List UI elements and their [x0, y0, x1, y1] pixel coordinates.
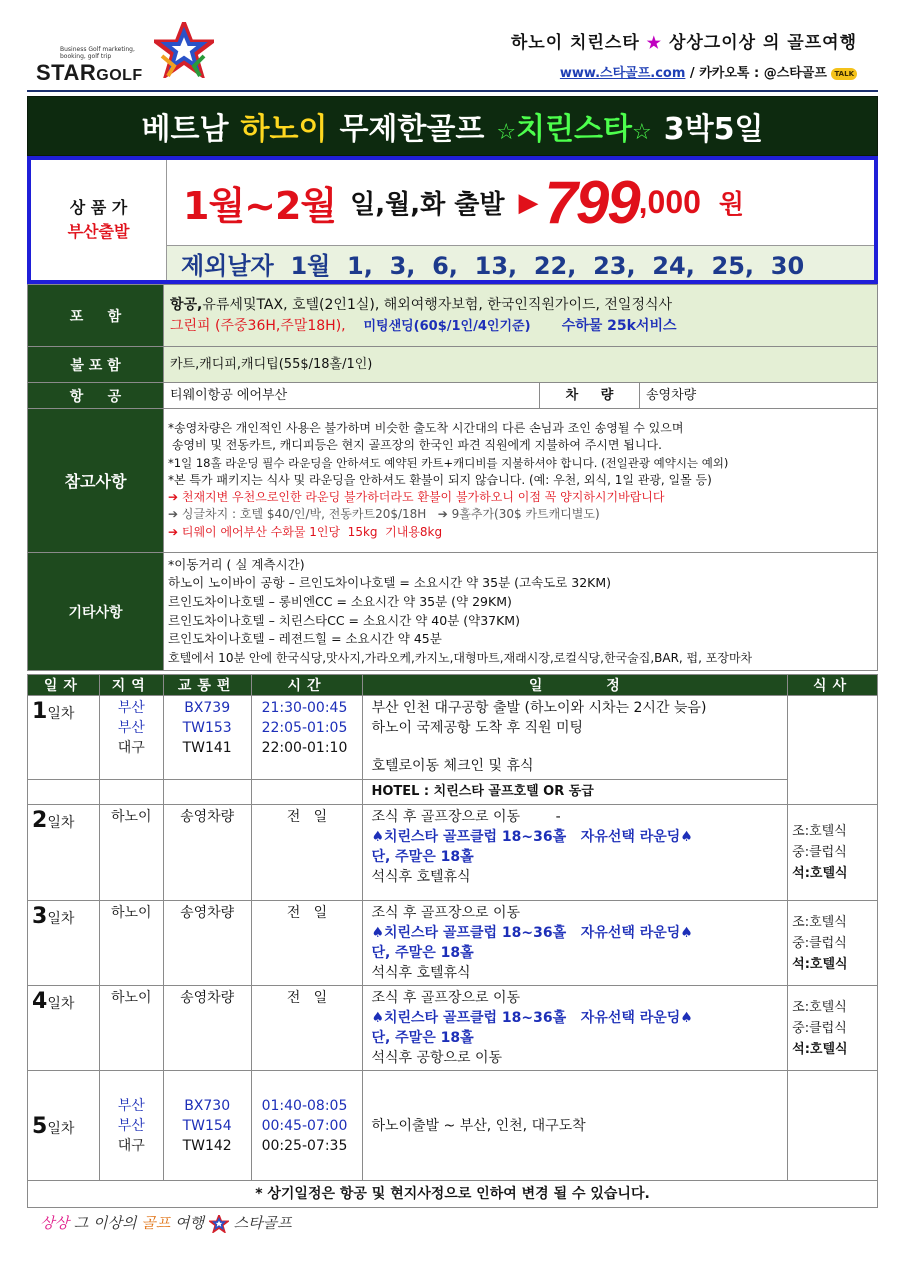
signature-part: 여행	[175, 1214, 205, 1232]
flight-time: 22:05-01:05	[261, 720, 348, 736]
day-meal	[788, 696, 878, 805]
logo-word-golf: GOLF	[96, 67, 143, 84]
star-golf-logo	[36, 22, 216, 85]
col-itinerary: 일 정	[363, 675, 788, 696]
slogan-part-a: 하노이 치린스타	[510, 33, 640, 53]
car-content: 송영차량	[640, 383, 878, 409]
flight-code: TW142	[182, 1137, 232, 1154]
title-star-right-icon: ☆	[632, 120, 652, 145]
title-vietnam: 베트남	[141, 112, 229, 147]
day-label	[28, 805, 100, 901]
region-item: 부산	[117, 1117, 145, 1134]
include-baggage: 수하물 25k서비스	[561, 317, 677, 334]
slogan-part-b: 상상그이상 의 골프여행	[668, 33, 857, 53]
day-itinerary	[363, 805, 788, 901]
day-transport: 송영차량	[163, 805, 251, 901]
price-label-product: 상 품 가	[69, 198, 128, 217]
reference-content	[164, 409, 878, 553]
header-divider	[27, 90, 878, 92]
schedule-row-day4	[28, 986, 878, 1071]
day-region: 하노이	[99, 986, 163, 1071]
itinerary-line: 석식후 호텔휴식	[371, 965, 471, 981]
flight-time: 21:30-00:45	[261, 700, 348, 716]
reference-baggage: ➔ 티웨이 에어부산 수화물 1인당 15kg 기내용8kg	[168, 524, 443, 539]
etc-line: 르인도차이나호텔 – 롱비엔CC = 소요시간 약 35분 (약 29KM)	[168, 593, 512, 609]
slogan-star-icon: ★	[646, 33, 663, 52]
meal-lunch: 중:클럽식	[792, 935, 847, 951]
day-suffix: 일차	[47, 815, 75, 831]
col-transport: 교통편	[163, 675, 251, 696]
col-time: 시간	[251, 675, 363, 696]
day-meal	[788, 805, 878, 901]
flight-code: BX730	[184, 1097, 231, 1114]
meal-breakfast: 조:호텔식	[792, 914, 847, 930]
meal-breakfast: 조:호텔식	[792, 824, 847, 839]
region-item: 부산	[117, 1097, 145, 1114]
bottom-signature	[40, 1212, 292, 1233]
itinerary-line	[371, 738, 783, 756]
itinerary-golf: ♠치린스타 골프클럽 18~36홀 자유선택 라운딩♠	[371, 925, 693, 941]
price-row	[167, 160, 874, 246]
flight-time: 00:25-07:35	[261, 1137, 348, 1154]
include-meeting: 미팅샌딩(60$/1인/4인기준)	[363, 318, 531, 334]
flight-time: 01:40-08:05	[261, 1097, 348, 1114]
schedule-header-row	[28, 675, 878, 696]
itinerary-line: 석식후 호텔휴식	[371, 869, 471, 885]
day-transport	[163, 1071, 251, 1181]
include-row	[28, 285, 878, 347]
signature-part: 상상	[40, 1214, 69, 1232]
itinerary-golf: ♠치린스타 골프클럽 18~36홀 자유선택 라운딩♠	[371, 829, 693, 845]
title-star-left-icon: ☆	[496, 120, 517, 145]
day-suffix: 일차	[47, 1120, 75, 1137]
hotel-blank	[251, 780, 363, 805]
day-transport	[163, 696, 251, 780]
flight-time: 22:00-01:10	[261, 740, 348, 756]
kakao-id: / 카카오톡 : @스타골프	[685, 66, 827, 81]
itinerary-weekend: 단, 주말은 18홀	[371, 849, 474, 865]
hotel-blank	[28, 780, 100, 805]
excluded-dates: 제외날자 1월 1, 3, 6, 13, 22, 23, 24, 25, 30	[167, 246, 874, 280]
col-region: 지역	[99, 675, 163, 696]
day-itinerary	[363, 986, 788, 1071]
schedule-footer-note: * 상기일정은 항공 및 현지사정으로 인하여 변경 될 수 있습니다.	[28, 1181, 878, 1208]
exclude-content: 카트,캐디피,캐디팁(55$/18홀/1인)	[164, 347, 878, 383]
schedule-row-day5	[28, 1071, 878, 1181]
title-chilinh-text: 치린스타	[516, 112, 632, 147]
etc-line: 호텔에서 10분 안에 한국식당,맛사지,가라오케,카지노,대형마트,재래시장,로컬식당,한국술집,BAR, 펍, 포장마차	[168, 650, 753, 665]
include-line-1	[170, 295, 871, 316]
signature-part: 스타골프	[233, 1214, 292, 1232]
meal-breakfast: 조:호텔식	[792, 999, 847, 1015]
reference-line: *1일 18홀 라운딩 필수 라운딩을 안하셔도 예약된 카트+캐디비를 지불하셔야 합니다. (전일관광 예약시는 예외)	[168, 455, 729, 470]
itinerary-line: 조식 후 골프장으로 이동 -	[371, 809, 561, 825]
price-amount-small: ,000	[638, 184, 701, 220]
itinerary-line: 부산 인천 대구공항 출발 (하노이와 시차는 2시간 늦음)	[371, 700, 707, 716]
website-link[interactable]: www.스타골프.com	[559, 66, 686, 81]
flight-code: TW141	[182, 740, 232, 756]
day-itinerary: 하노이출발 ~ 부산, 인천, 대구도착	[363, 1071, 788, 1181]
day-meal	[788, 986, 878, 1071]
etc-content	[164, 553, 878, 671]
day-number: 2	[32, 808, 48, 833]
schedule-row-hotel	[28, 780, 878, 805]
car-header: 차 량	[540, 383, 640, 409]
header-contact	[560, 62, 857, 81]
hotel-info: HOTEL : 치린스타 골프호텔 OR 동급	[363, 780, 788, 805]
include-items: 유류세및TAX, 호텔(2인1실), 해외여행자보험, 한국인직원가이드, 전일정식사	[202, 296, 673, 313]
region-item: 부산	[117, 700, 145, 716]
include-line-2	[170, 316, 871, 337]
day-number: 4	[32, 989, 48, 1014]
info-table	[27, 284, 878, 671]
meal-lunch: 중:클럽식	[792, 845, 847, 860]
logo-tagline: Business Golf marketing, booking, golf trip	[60, 46, 135, 60]
day-time: 전 일	[251, 805, 363, 901]
price-departure-days: 일,월,화 출발	[350, 190, 505, 220]
air-header: 항 공	[28, 383, 164, 409]
itinerary-line: 조식 후 골프장으로 이동	[371, 990, 521, 1006]
day-region	[99, 1071, 163, 1181]
day-itinerary	[363, 901, 788, 986]
itinerary-weekend: 단, 주말은 18홀	[371, 945, 474, 961]
day-transport: 송영차량	[163, 901, 251, 986]
hotel-blank	[99, 780, 163, 805]
day-time: 전 일	[251, 986, 363, 1071]
day-number: 1	[32, 699, 48, 724]
price-label	[31, 160, 167, 280]
star-logo-small-icon	[209, 1215, 229, 1233]
day-region: 하노이	[99, 805, 163, 901]
itinerary-line: 조식 후 골프장으로 이동	[371, 905, 521, 921]
day-transport: 송영차량	[163, 986, 251, 1071]
day-meal	[788, 901, 878, 986]
arrow-right-icon: ▶	[518, 187, 539, 218]
itinerary-golf: ♠치린스타 골프클럽 18~36홀 자유선택 라운딩♠	[371, 1010, 693, 1026]
day-number: 3	[32, 904, 48, 929]
price-months: 1월~2월	[183, 184, 337, 228]
itinerary-line: 호텔로이동 체크인 및 휴식	[371, 758, 534, 774]
schedule-row-day1	[28, 696, 878, 780]
title-hanoi: 하노이	[240, 112, 328, 147]
region-item: 대구	[117, 1137, 145, 1154]
logo-word-star: STAR	[36, 60, 97, 85]
day-region	[99, 696, 163, 780]
col-day: 일자	[28, 675, 100, 696]
page-title	[27, 96, 878, 156]
day-label	[28, 986, 100, 1071]
reference-line: 송영비 및 전동카트, 캐디피등은 현지 골프장의 한국인 파견 직원에게 지불하여 주시면 됩니다.	[168, 438, 662, 453]
etc-row	[28, 553, 878, 671]
schedule-row-day2	[28, 805, 878, 901]
title-duration: 3박5일	[663, 112, 764, 147]
include-air: 항공,	[170, 296, 203, 313]
signature-part: 그 이상의	[73, 1214, 137, 1232]
price-label-busan: 부산출발	[67, 222, 130, 241]
day-label	[28, 1071, 100, 1181]
itinerary-line: 하노이 국제공항 도착 후 직원 미팅	[371, 720, 584, 736]
hotel-blank	[163, 780, 251, 805]
col-meal: 식사	[788, 675, 878, 696]
header-slogan	[511, 28, 857, 53]
day-label	[28, 696, 100, 780]
day-time: 전 일	[251, 901, 363, 986]
day-time	[251, 1071, 363, 1181]
meal-dinner: 석:호텔식	[792, 866, 848, 881]
star-logo-icon	[154, 22, 214, 78]
include-header: 포 함	[28, 285, 164, 347]
day-label	[28, 901, 100, 986]
reference-line: *송영차량은 개인적인 사용은 불가하며 비슷한 출도착 시간대의 다른 손님과 조인 송영될 수 있으며	[168, 421, 684, 436]
meal-dinner: 석:호텔식	[792, 956, 848, 972]
day-suffix: 일차	[47, 996, 75, 1012]
air-row	[28, 383, 878, 409]
schedule-row-day3	[28, 901, 878, 986]
signature-part: 골프	[141, 1214, 171, 1232]
day-region: 하노이	[99, 901, 163, 986]
itinerary-weekend: 단, 주말은 18홀	[371, 1030, 474, 1046]
region-item: 대구	[117, 740, 145, 756]
day-suffix: 일차	[47, 706, 75, 722]
reference-line: *본 특가 패키지는 식사 및 라운딩을 안하셔도 환불이 되지 않습니다. (예: 우천, 외식, 1일 관광, 일몰 등)	[168, 472, 712, 487]
etc-line: 하노이 노이바이 공항 – 르인도차이나호텔 = 소요시간 약 35분 (고속도로 32KM)	[168, 575, 612, 591]
schedule-table	[27, 674, 878, 1208]
flight-code: BX739	[184, 700, 231, 716]
day-number: 5	[32, 1113, 48, 1139]
reference-header: 참고사항	[28, 409, 164, 553]
region-item: 부산	[117, 720, 145, 736]
etc-line: *이동거리 ( 실 계측시간)	[168, 556, 305, 572]
day-itinerary	[363, 696, 788, 780]
include-content	[164, 285, 878, 347]
price-amount-big: 799	[544, 169, 639, 236]
exclude-row	[28, 347, 878, 383]
meal-lunch: 중:클럽식	[792, 1020, 847, 1036]
kakao-talk-icon: TALK	[831, 68, 857, 80]
meal-dinner: 석:호텔식	[792, 1041, 848, 1057]
reference-row	[28, 409, 878, 553]
flight-time: 00:45-07:00	[261, 1117, 348, 1134]
reference-single-charge: ➔ 싱글차지 : 호텔 $40/인/박, 전동카트20$/18H ➔ 9홀추가(30$ 카트캐디별도)	[168, 507, 600, 522]
flight-code: TW153	[182, 720, 232, 736]
flight-code: TW154	[182, 1117, 232, 1134]
etc-line: 르인도차이나호텔 – 치린스타CC = 소요시간 약 40분 (약37KM)	[168, 612, 520, 628]
title-unlimited-golf: 무제한골프	[339, 112, 485, 147]
air-content: 티웨이항공 에어부산	[164, 383, 540, 409]
logo-wordmark	[36, 60, 143, 86]
etc-header: 기타사항	[28, 553, 164, 671]
price-box	[27, 156, 878, 284]
exclude-header: 불 포 함	[28, 347, 164, 383]
price-currency: 원	[718, 190, 745, 220]
schedule-footer-row	[28, 1181, 878, 1208]
reference-warning-rain: ➔ 천재지변 우천으로인한 라운딩 불가하더라도 환불이 불가하오니 이점 꼭 양지하시기바랍니다	[168, 490, 665, 505]
day-time	[251, 696, 363, 780]
include-green-fee: 그린피 (주중36H,주말18H),	[170, 317, 346, 334]
day-suffix: 일차	[47, 911, 75, 927]
day-meal	[788, 1071, 878, 1181]
title-chilinh-star	[496, 104, 651, 148]
itinerary-line: 석식후 공항으로 이동	[371, 1050, 503, 1066]
etc-line: 르인도차이나호텔 – 레젼드힐 = 소요시간 약 45분	[168, 631, 442, 647]
